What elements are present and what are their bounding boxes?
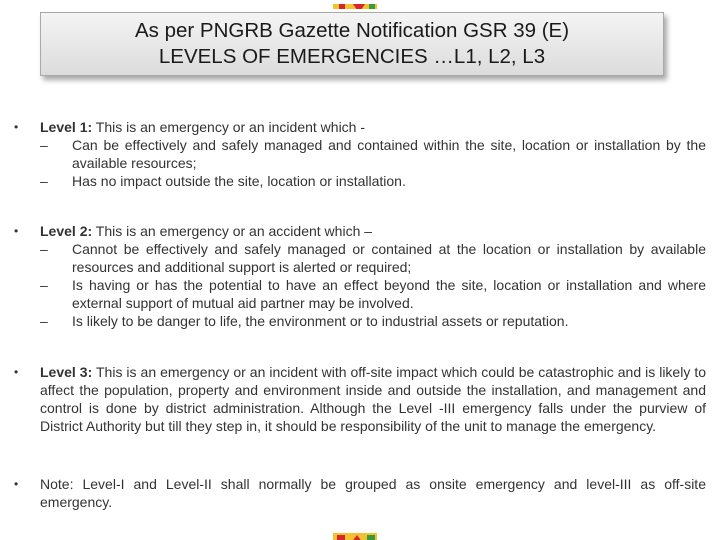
sub-item-text: Is likely to be danger to life, the environment or to industrial assets or reputation.: [72, 313, 569, 329]
sub-item: [40, 312, 706, 330]
sub-item-text: Is having or has the potential to have an effect beyond the site, location or installation and where external support of mutual aid partner may be involved.: [72, 277, 706, 311]
level-label: Level 1:: [40, 119, 93, 135]
sub-item: [40, 136, 706, 172]
sub-item-text: Can be effectively and safely managed and contained within the site, location or installation by the available resources;: [72, 137, 706, 171]
level-description: This is an emergency or an incident with off-site impact which could be catastrophic and is likely to affect the population, property and environment inside and outside the installation, and management and control is done by district administration. Although the Level -III emergency falls under the purview of District Authority but till they step in, it should be responsibility of the unit to manage the emergency.: [40, 364, 706, 434]
sub-item-text: Has no impact outside the site, location or installation.: [72, 173, 406, 189]
logo-bottom-fragment: [333, 530, 377, 540]
level-intro: This is an emergency or an incident which -: [92, 119, 366, 135]
item-text: [40, 118, 706, 190]
bullet: •: [14, 477, 19, 491]
dash: –: [40, 277, 48, 293]
sub-item-text: Cannot be effectively and safely managed or contained at the location or installation by available resources and additional support is alerted or required;: [72, 241, 706, 275]
level-label: Level 3:: [40, 364, 93, 380]
dash: –: [40, 241, 48, 257]
dash: –: [40, 173, 48, 189]
bullet: •: [14, 224, 19, 238]
title-box: [40, 12, 664, 76]
page-title-line-1: As per PNGRB Gazette Notification GSR 39 (E): [134, 19, 570, 42]
item-text: [40, 363, 706, 435]
level-label: Level 2:: [40, 223, 93, 239]
sub-item: [40, 172, 706, 190]
bullet: •: [14, 365, 19, 379]
dash: –: [40, 313, 48, 329]
sub-item: [40, 240, 706, 276]
bullet: •: [14, 120, 19, 134]
item-text: [40, 222, 706, 330]
sub-item: [40, 276, 706, 312]
page-title-line-2: LEVELS OF EMERGENCIES …L1, L2, L3: [158, 45, 546, 68]
note-text: Note: Level-I and Level-II shall normally be grouped as onsite emergency and level-III as off-site emergency.: [40, 476, 706, 510]
level-intro: This is an emergency or an accident which –: [92, 223, 373, 239]
logo-top-fragment: [333, 0, 377, 9]
dash: –: [40, 137, 48, 153]
